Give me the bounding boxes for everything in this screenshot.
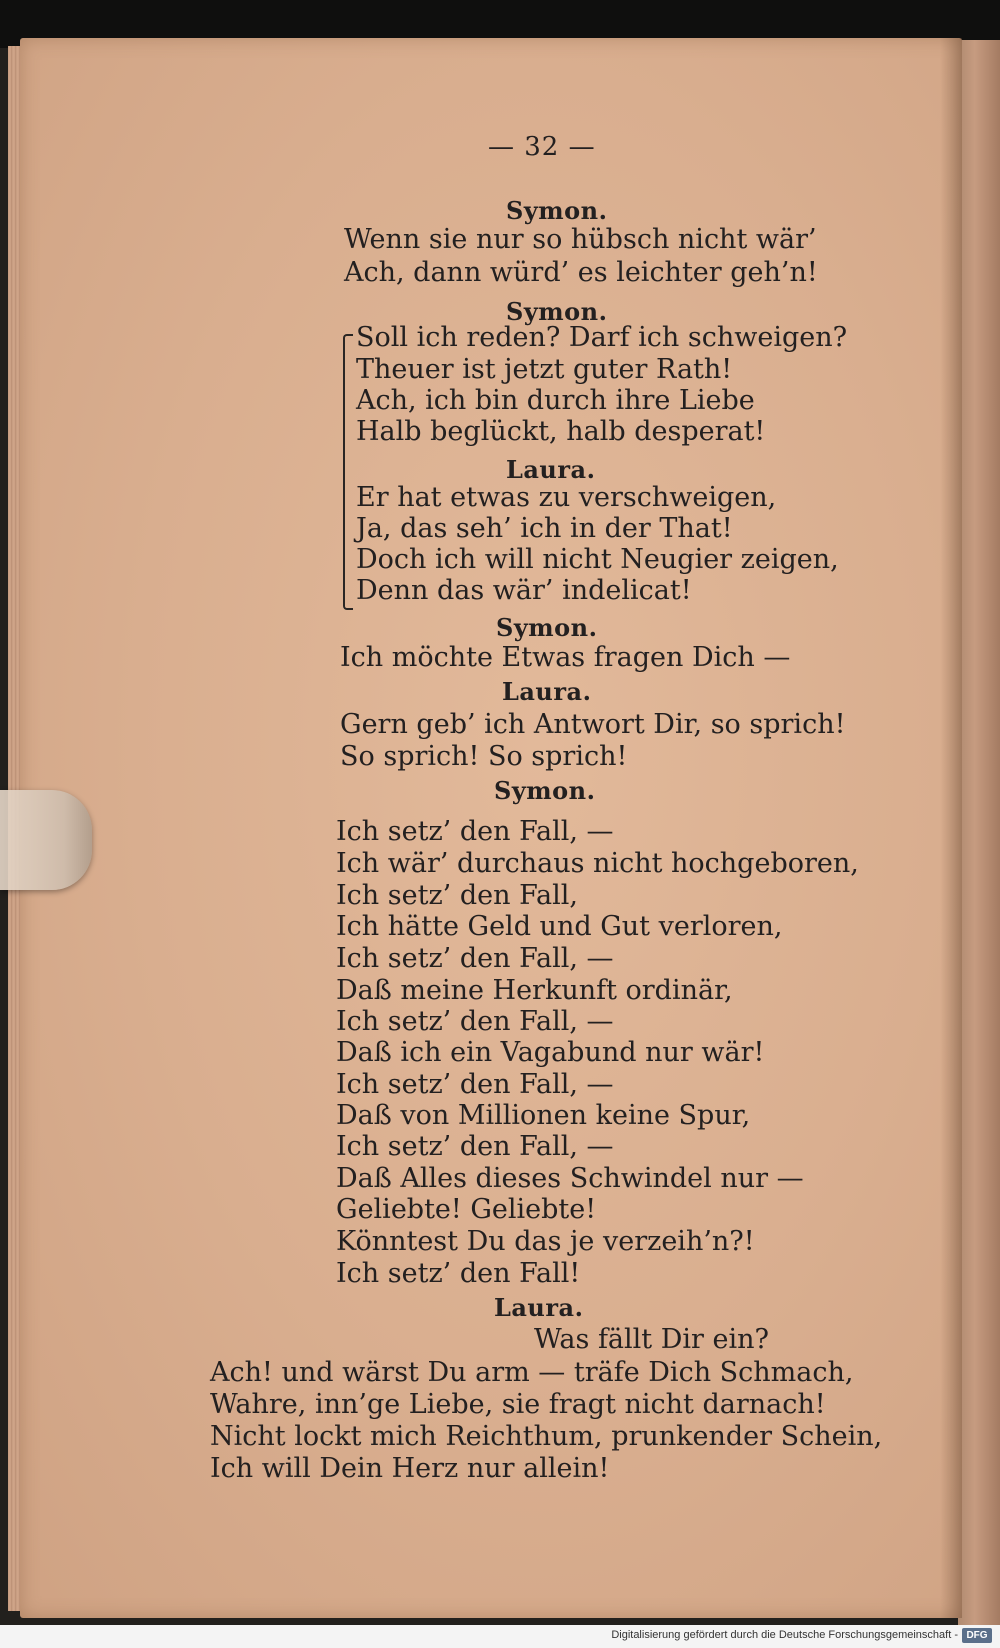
- verse-line: Ich setz’ den Fall, —: [336, 816, 614, 847]
- verse-line: Ich will Dein Herz nur allein!: [210, 1453, 610, 1484]
- speaker-name: Laura.: [494, 1293, 584, 1322]
- verse-line: Er hat etwas zu verschweigen,: [356, 482, 777, 513]
- verse-line: Ja, das seh’ ich in der That!: [356, 513, 733, 544]
- verse-line: Geliebte! Geliebte!: [336, 1194, 597, 1225]
- page-number: — 32 —: [488, 132, 596, 162]
- verse-line: Könntest Du das je verzeih’n?!: [336, 1226, 755, 1257]
- verse-line: Ach, ich bin durch ihre Liebe: [356, 385, 755, 416]
- verse-line: Ich setz’ den Fall, —: [336, 1131, 614, 1162]
- verse-line: Ach, dann würd’ es leichter geh’n!: [344, 257, 818, 288]
- verse-line: Denn das wär’ indelicat!: [356, 575, 692, 606]
- speaker-name: Symon.: [494, 776, 596, 805]
- speaker-name: Symon.: [506, 297, 608, 326]
- verse-line: Daß meine Herkunft ordinär,: [336, 975, 733, 1006]
- speaker-name: Laura.: [506, 455, 596, 484]
- verse-line: Ich setz’ den Fall, —: [336, 1069, 614, 1100]
- verse-line: Soll ich reden? Darf ich schweigen?: [356, 322, 848, 353]
- verse-line: Was fällt Dir ein?: [534, 1324, 769, 1355]
- verse-line: Ich setz’ den Fall, —: [336, 1006, 614, 1037]
- verse-line: Daß ich ein Vagabund nur wär!: [336, 1037, 765, 1068]
- digitization-footer: [0, 1625, 1000, 1648]
- verse-line: Halb beglückt, halb desperat!: [356, 416, 766, 447]
- speaker-name: Symon.: [506, 196, 608, 225]
- verse-line: Theuer ist jetzt guter Rath!: [356, 354, 733, 385]
- duet-bracket: [343, 334, 353, 610]
- verse-line: Gern geb’ ich Antwort Dir, so sprich!: [340, 709, 846, 740]
- page-gutter-shadow: [940, 38, 962, 1618]
- verse-line: Nicht lockt mich Reichthum, prunkender Schein,: [210, 1421, 883, 1452]
- verse-line: Ich setz’ den Fall, —: [336, 943, 614, 974]
- dfg-logo: DFG: [962, 1628, 992, 1643]
- verse-line: Ach! und wärst Du arm — träfe Dich Schmach,: [210, 1357, 854, 1388]
- verse-line: Daß Alles dieses Schwindel nur —: [336, 1163, 804, 1194]
- verse-line: Wenn sie nur so hübsch nicht wär’: [344, 224, 817, 255]
- verse-line: Daß von Millionen keine Spur,: [336, 1100, 751, 1131]
- verse-line: Wahre, inn’ge Liebe, sie fragt nicht darnach!: [210, 1389, 826, 1420]
- verse-line: Doch ich will nicht Neugier zeigen,: [356, 544, 839, 575]
- verse-line: So sprich! So sprich!: [340, 741, 628, 772]
- verse-line: Ich setz’ den Fall,: [336, 880, 578, 911]
- speaker-name: Symon.: [496, 613, 598, 642]
- speaker-name: Laura.: [502, 677, 592, 706]
- book-spine-edge: [958, 40, 1000, 1625]
- verse-line: Ich möchte Etwas fragen Dich —: [340, 642, 791, 673]
- verse-line: Ich setz’ den Fall!: [336, 1258, 581, 1289]
- verse-line: Ich hätte Geld und Gut verloren,: [336, 911, 783, 942]
- page-clip: [0, 790, 92, 890]
- footer-credit: Digitalisierung gefördert durch die Deutsche Forschungsgemeinschaft -: [611, 1629, 958, 1641]
- verse-line: Ich wär’ durchaus nicht hochgeboren,: [336, 848, 859, 879]
